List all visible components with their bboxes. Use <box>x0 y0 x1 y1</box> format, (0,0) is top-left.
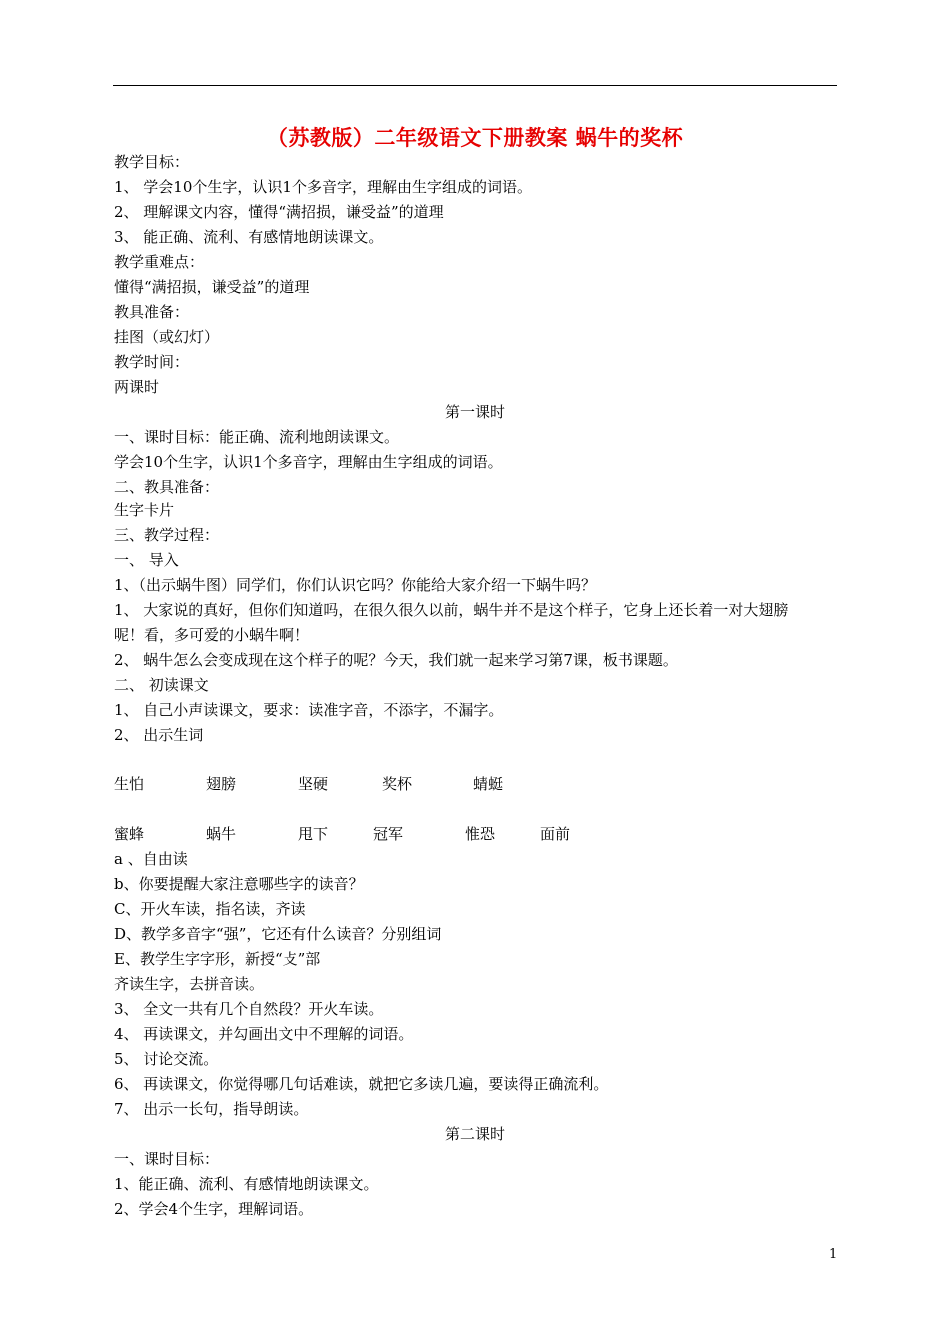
vocab-word: 蜗牛 <box>206 825 237 843</box>
text-line: 生字卡片 <box>114 501 175 519</box>
vocab-word: 蜻蜓 <box>473 775 504 793</box>
text-line: 3、 能正确、流利、有感情地朗读课文。 <box>114 228 384 246</box>
text-line: 1、 大家说的真好，但你们知道吗，在很久很久以前，蜗牛并不是这个样子，它身上还长着一对大翅膀 <box>114 601 789 619</box>
text-line: 一、课时目标： <box>114 1150 220 1168</box>
text-line: 4、 再读课文，并勾画出文中不理解的词语。 <box>114 1025 414 1043</box>
text-line: 学会10个生字，认识1个多音字，理解由生字组成的词语。 <box>114 453 503 471</box>
section-heading-lesson-1: 第一课时 <box>444 403 505 421</box>
text-line: 5、 讨论交流。 <box>114 1050 219 1068</box>
text-line: 2、 理解课文内容，懂得“满招损，谦受益”的道理 <box>114 203 444 221</box>
text-line: 一、课时目标：能正确、流利地朗读课文。 <box>114 428 400 446</box>
text-line: 两课时 <box>114 378 160 396</box>
text-line: 挂图（或幻灯） <box>114 328 220 346</box>
page-title: （苏教版）二年级语文下册教案 蜗牛的奖杯 <box>266 125 684 150</box>
section-heading-lesson-2: 第二课时 <box>444 1125 505 1143</box>
text-line: 3、 全文一共有几个自然段？开火车读。 <box>114 1000 384 1018</box>
text-line: E、教学生字字形，新授“攴”部 <box>114 950 321 968</box>
text-line: 2、 出示生词 <box>114 726 204 744</box>
page-number: 1 <box>829 1247 838 1262</box>
vocab-word: 坚硬 <box>298 775 329 793</box>
text-line: 齐读生字，去拼音读。 <box>114 975 265 993</box>
text-line: 7、 出示一长句，指导朗读。 <box>114 1100 309 1118</box>
text-line: 2、 蜗牛怎么会变成现在这个样子的呢？今天，我们就一起来学习第7课，板书课题。 <box>114 651 678 669</box>
text-line: 二、教具准备： <box>114 478 220 496</box>
vocab-word: 生怕 <box>114 775 145 793</box>
text-line: 呢！看，多可爱的小蜗牛啊！ <box>114 626 310 644</box>
text-line: C、开火车读，指名读，齐读 <box>114 900 306 918</box>
text-line: 1、能正确、流利、有感情地朗读课文。 <box>114 1175 379 1193</box>
vocab-word: 翅膀 <box>206 775 237 793</box>
text-line: 2、学会4个生字，理解词语。 <box>114 1200 314 1218</box>
text-line: 三、教学过程： <box>114 526 220 544</box>
vocab-word: 面前 <box>540 825 571 843</box>
text-line: 教学目标： <box>114 153 190 171</box>
text-line: 教学重难点： <box>114 253 205 271</box>
text-line: 1、 自己小声读课文，要求：读准字音，不添字，不漏字。 <box>114 701 504 719</box>
text-line: b、你要提醒大家注意哪些字的读音？ <box>114 875 364 893</box>
text-line: 1、 学会10个生字，认识1个多音字，理解由生字组成的词语。 <box>114 178 532 196</box>
text-line: 二、 初读课文 <box>114 676 209 694</box>
vocab-word: 冠军 <box>373 825 404 843</box>
text-line: 1、（出示蜗牛图）同学们，你们认识它吗？你能给大家介绍一下蜗牛吗？ <box>114 576 597 594</box>
vocab-word: 蜜蜂 <box>114 825 145 843</box>
text-line: 教学时间： <box>114 353 190 371</box>
header-rule <box>113 85 837 86</box>
vocab-word: 惟恐 <box>465 825 496 843</box>
vocab-word: 甩下 <box>298 825 329 843</box>
text-line: 一、 导入 <box>114 551 179 569</box>
text-line: a 、自由读 <box>114 850 188 868</box>
text-line: D、教学多音字“强”，它还有什么读音？分别组词 <box>114 925 442 943</box>
text-line: 懂得“满招损，谦受益”的道理 <box>114 278 310 296</box>
text-line: 教具准备： <box>114 303 190 321</box>
text-line: 6、 再读课文，你觉得哪几句话难读，就把它多读几遍，要读得正确流利。 <box>114 1075 609 1093</box>
vocab-word: 奖杯 <box>382 775 413 793</box>
